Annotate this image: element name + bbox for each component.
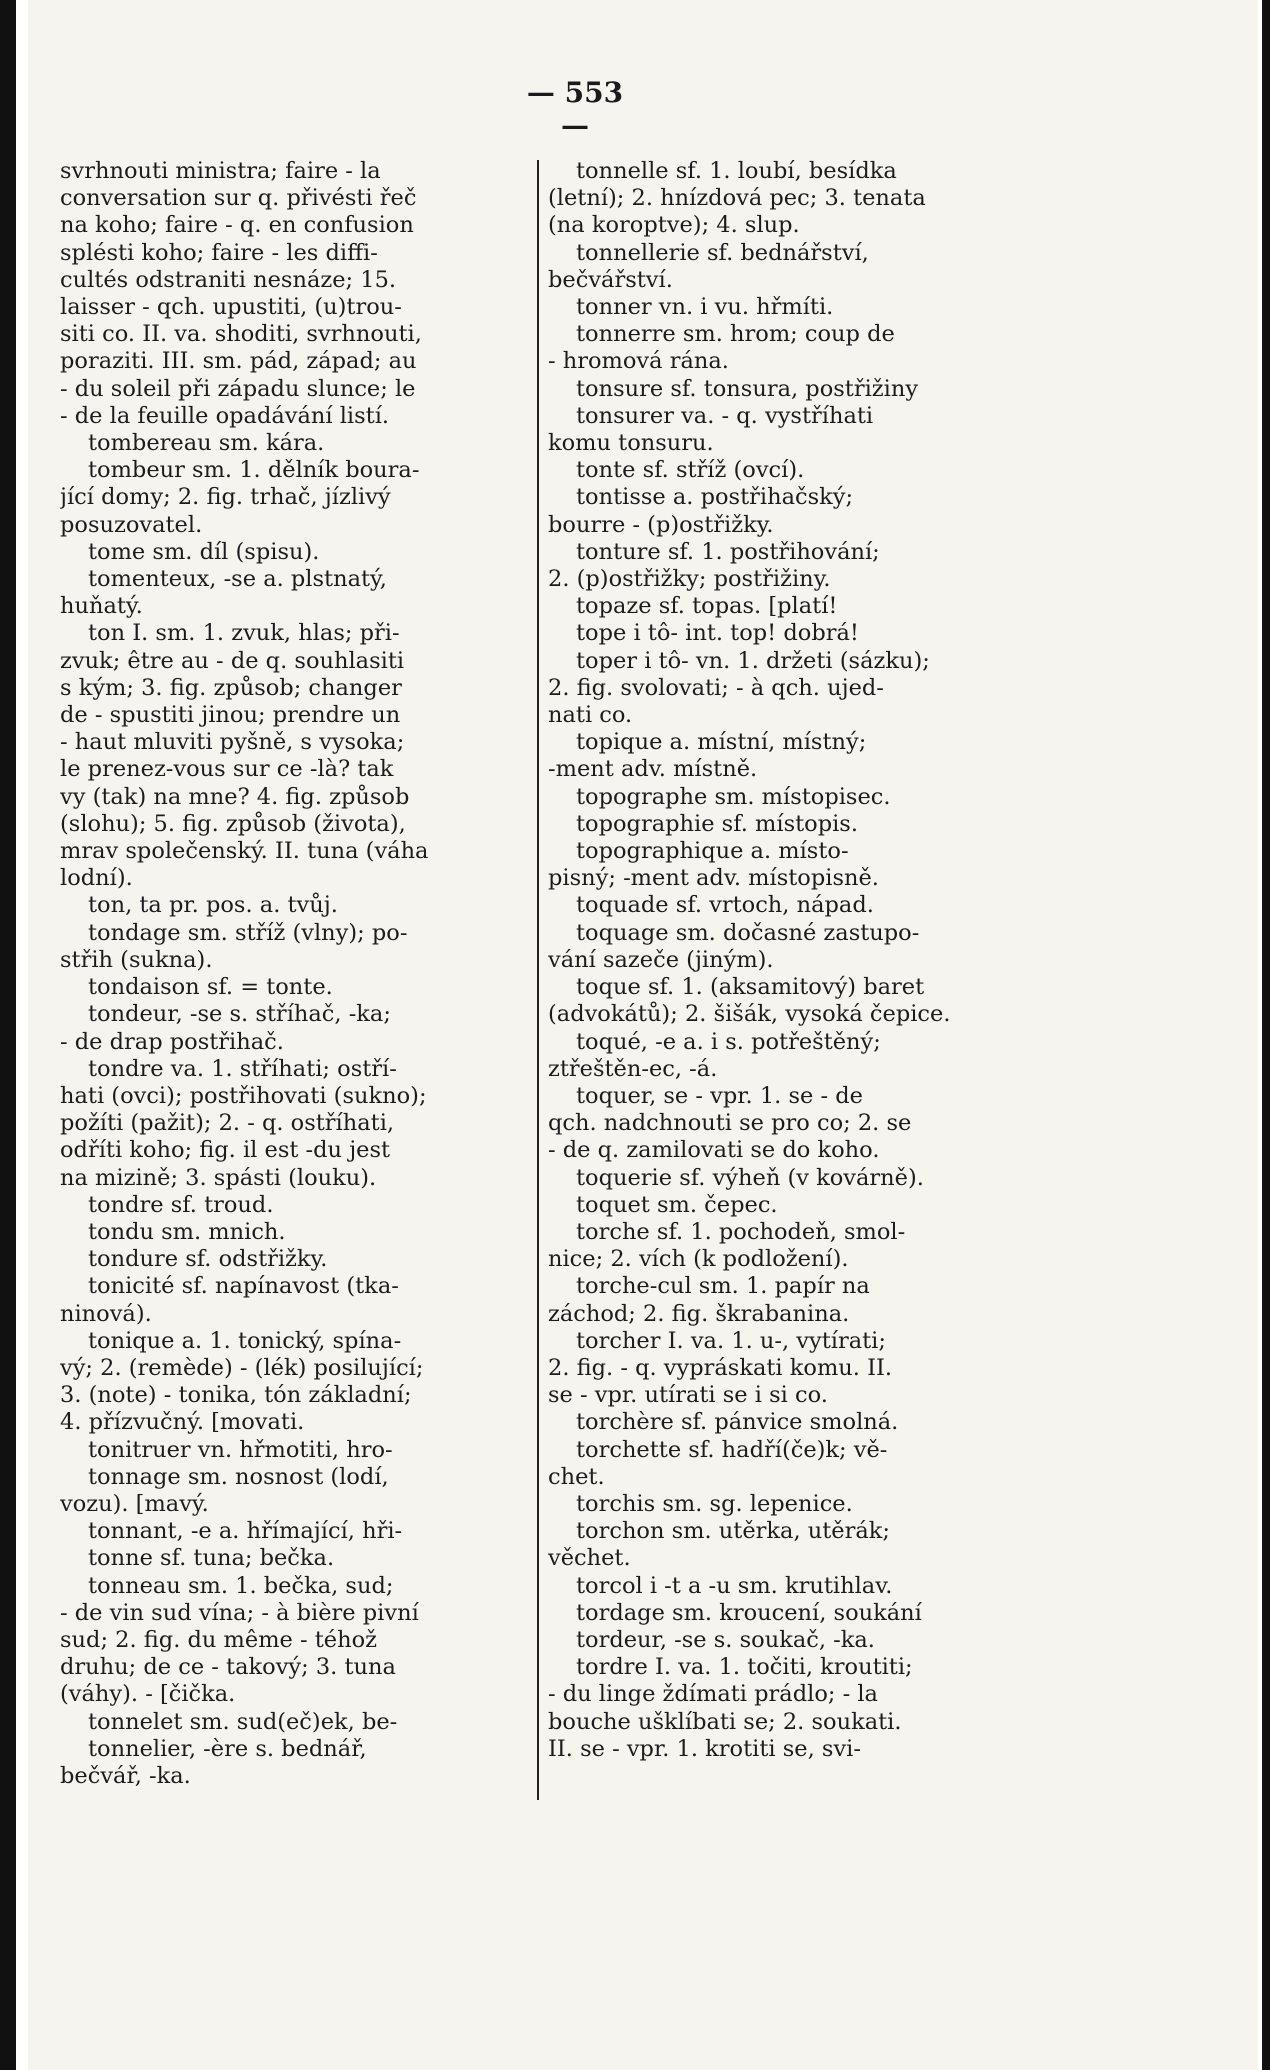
left-column-line: conversation sur q. přivésti řeč <box>60 185 417 212</box>
right-column-line: bouche ušklíbati se; 2. soukati. <box>548 1708 902 1735</box>
right-column-line: topaze sf. topas. [platí! <box>576 593 838 620</box>
left-column-line: vý; 2. (remède) - (lék) posilující; <box>60 1354 424 1381</box>
right-column-line: 2. fig. - q. vypráskati komu. II. <box>548 1354 893 1381</box>
left-column-line: tondre va. 1. stříhati; ostří- <box>88 1055 397 1082</box>
left-column-line: lodní). <box>60 865 133 892</box>
left-column-line: huňatý. <box>60 593 143 620</box>
left-column-line: vozu). [mavý. <box>60 1490 209 1517</box>
scan-border-right <box>1262 0 1270 2070</box>
right-column-line: ztřeštěn-ec, -á. <box>548 1055 718 1082</box>
left-column-line: - haut mluviti pyšně, s vysoka; <box>60 729 405 756</box>
left-column-line: hati (ovci); postřihovati (sukno); <box>60 1082 427 1109</box>
left-column-line: svrhnouti ministra; faire - la <box>60 158 381 184</box>
left-column-line: tonnant, -e a. hřímající, hři- <box>88 1518 403 1545</box>
right-column-line: toquerie sf. výheň (v kovárně). <box>576 1164 924 1191</box>
left-column-line: tondeur, -se s. stříhač, -ka; <box>88 1001 391 1028</box>
right-column-line: topographe sm. místopisec. <box>576 783 891 810</box>
left-column <box>60 158 530 1790</box>
right-column-line: tonnelle sf. 1. loubí, besídka <box>576 158 897 184</box>
right-column-line: tonnellerie sf. bednářství, <box>576 239 869 266</box>
left-column-line: zvuk; être au - de q. souhlasiti <box>60 647 405 674</box>
right-column-line: tope i tô- int. top! dobrá! <box>576 620 859 647</box>
left-column-line: laisser - qch. upustiti, (u)trou- <box>60 294 402 321</box>
left-column-line: - de la feuille opadávání listí. <box>60 402 390 429</box>
right-column-line: nice; 2. vích (k podložení). <box>548 1246 849 1273</box>
right-column-line: tordre I. va. 1. točiti, kroutiti; <box>576 1654 913 1681</box>
right-column-line: tordage sm. kroucení, soukání <box>576 1599 922 1626</box>
right-column-line: topographie sf. místopis. <box>576 810 859 837</box>
right-column-line: - hromová rána. <box>548 348 729 375</box>
right-column-line: tontisse a. postřihačský; <box>576 484 854 511</box>
right-column-line: tordeur, -se s. soukač, -ka. <box>576 1626 875 1653</box>
right-column-line: toque sf. 1. (aksamitový) baret <box>576 974 925 1001</box>
left-column-line: ninová). <box>60 1300 152 1327</box>
right-column <box>548 158 1018 1763</box>
right-column-line: torcher I. va. 1. u-, vytírati; <box>576 1327 886 1354</box>
right-column-line: 2. (p)ostřižky; postřižiny. <box>548 566 831 593</box>
left-column-line: na koho; faire - q. en confusion <box>60 212 414 239</box>
right-column-line: pisný; -ment adv. místopisně. <box>548 865 879 892</box>
right-column-line: - du linge ždímati prádlo; - la <box>548 1681 878 1708</box>
right-column-line: topique a. místní, místný; <box>576 729 867 756</box>
right-column-line: toquer, se - vpr. 1. se - de <box>576 1082 863 1109</box>
right-column-line: toqué, -e a. i s. potřeštěný; <box>576 1028 881 1055</box>
right-column-line: qch. nadchnouti se pro co; 2. se <box>548 1110 912 1137</box>
right-column-line: toquade sf. vrtoch, nápad. <box>576 892 874 919</box>
left-column-line: jící domy; 2. fig. trhač, jízlivý <box>60 484 391 511</box>
left-column-line: tonnelier, -ère s. bednář, <box>88 1735 367 1762</box>
right-column-line: záchod; 2. fig. škrabanina. <box>548 1300 850 1327</box>
right-column-line: se - vpr. utírati se i si co. <box>548 1382 828 1409</box>
left-column-line: tonne sf. tuna; bečka. <box>88 1545 335 1572</box>
right-column-line: toper i tô- vn. 1. držeti (sázku); <box>576 647 930 674</box>
left-column-line: tome sm. díl (spisu). <box>88 538 320 565</box>
page-number: — 553 — <box>526 76 624 142</box>
right-column-line: (na koroptve); 4. slup. <box>548 212 800 239</box>
left-column-line: cultés odstraniti nesnáze; 15. <box>60 266 397 293</box>
scan-border-left <box>0 0 16 2070</box>
left-column-line: s kým; 3. fig. způsob; changer <box>60 674 402 701</box>
left-column-line: posuzovatel. <box>60 511 203 538</box>
right-column-line: 2. fig. svolovati; - à qch. ujed- <box>548 674 884 701</box>
left-column-line: le prenez-vous sur ce -là? tak <box>60 756 394 783</box>
right-column-line: nati co. <box>548 702 633 729</box>
left-column-line: tondu sm. mnich. <box>88 1218 286 1245</box>
left-column-line: tonnage sm. nosnost (lodí, <box>88 1463 389 1490</box>
right-column-line: (advokátů); 2. šišák, vysoká čepice. <box>548 1001 951 1028</box>
left-column-line: 4. přízvučný. [movati. <box>60 1409 305 1436</box>
right-column-line: komu tonsuru. <box>548 430 714 457</box>
right-column-line: topographique a. místo- <box>576 838 849 865</box>
left-column-line: (váhy). - [čička. <box>60 1681 236 1708</box>
left-column-line: sud; 2. fig. du même - téhož <box>60 1626 378 1653</box>
left-column-line: druhu; de ce - takový; 3. tuna <box>60 1654 396 1681</box>
left-column-line: tonicité sf. napínavost (tka- <box>88 1273 399 1300</box>
left-column-line: (slohu); 5. fig. způsob (života), <box>60 810 406 837</box>
left-column-line: tondaison sf. = tonte. <box>88 974 333 1001</box>
left-column-line: tondure sf. odstřižky. <box>88 1246 328 1273</box>
left-column-line: ton, ta pr. pos. a. tvůj. <box>88 892 338 919</box>
right-column-line: chet. <box>548 1463 605 1490</box>
right-column-line: tonner vn. i vu. hřmíti. <box>576 294 834 321</box>
right-column-line: tonsurer va. - q. vystříhati <box>576 402 874 429</box>
left-column-line: tombereau sm. kára. <box>88 430 325 457</box>
left-column-line: tonitruer vn. hřmotiti, hro- <box>88 1436 393 1463</box>
right-column-line: toquage sm. dočasné zastupo- <box>576 919 920 946</box>
left-column-line: odříti koho; fig. il est -du jest <box>60 1137 391 1164</box>
right-column-line: torchère sf. pánvice smolná. <box>576 1409 899 1436</box>
right-column-line: -ment adv. místně. <box>548 756 758 783</box>
right-column-line: vání sazeče (jiným). <box>548 946 774 973</box>
left-column-line: ton I. sm. 1. zvuk, hlas; při- <box>88 620 400 647</box>
left-column-line: - de drap postřihač. <box>60 1028 284 1055</box>
right-column-line: torchis sm. sg. lepenice. <box>576 1490 853 1517</box>
column-divider <box>537 160 539 1800</box>
right-column-line: - de q. zamilovati se do koho. <box>548 1137 880 1164</box>
left-column-line: vy (tak) na mne? 4. fig. způsob <box>60 783 410 810</box>
left-column-line: tombeur sm. 1. dělník boura- <box>88 457 420 484</box>
right-column-line: (letní); 2. hnízdová pec; 3. tenata <box>548 185 926 212</box>
right-column-line: torche sf. 1. pochodeň, smol- <box>576 1218 906 1245</box>
left-column-line: tonnelet sm. sud(eč)ek, be- <box>88 1708 398 1735</box>
left-column-line: - du soleil při západu slunce; le <box>60 375 416 402</box>
left-column-line: poraziti. III. sm. pád, západ; au <box>60 348 417 375</box>
right-column-line: tonte sf. stříž (ovcí). <box>576 457 805 484</box>
left-column-line: tonneau sm. 1. bečka, sud; <box>88 1572 394 1599</box>
left-column-line: - de vin sud vína; - à bière pivní <box>60 1599 419 1626</box>
left-column-line: tonique a. 1. tonický, spína- <box>88 1327 402 1354</box>
right-column-line: věchet. <box>548 1545 631 1572</box>
left-column-line: bečvář, -ka. <box>60 1762 191 1789</box>
left-column-line: de - spustiti jinou; prendre un <box>60 702 401 729</box>
right-column-line: toquet sm. čepec. <box>576 1191 778 1218</box>
right-column-line: tonnerre sm. hrom; coup de <box>576 321 895 348</box>
left-column-line: tomenteux, -se a. plstnatý, <box>88 566 387 593</box>
right-column-line: bečvářství. <box>548 266 673 293</box>
right-column-line: tonture sf. 1. postřihování; <box>576 538 880 565</box>
left-column-line: na mizině; 3. spásti (louku). <box>60 1164 377 1191</box>
right-column-line: torchon sm. utěrka, utěrák; <box>576 1518 891 1545</box>
left-column-line: splésti koho; faire - les diffi- <box>60 239 378 266</box>
right-column-line: bourre - (p)ostřižky. <box>548 511 774 538</box>
right-column-line: II. se - vpr. 1. krotiti se, svi- <box>548 1735 861 1762</box>
left-column-line: mrav společenský. II. tuna (váha <box>60 838 429 865</box>
left-column-line: 3. (note) - tonika, tón základní; <box>60 1382 412 1409</box>
left-column-line: tondage sm. stříž (vlny); po- <box>88 919 408 946</box>
right-column-line: torcol i -t a -u sm. krutihlav. <box>576 1572 893 1599</box>
right-column-line: tonsure sf. tonsura, postřižiny <box>576 375 919 402</box>
left-column-line: siti co. II. va. shoditi, svrhnouti, <box>60 321 422 348</box>
left-column-line: střih (sukna). <box>60 946 213 973</box>
left-column-line: požíti (pažit); 2. - q. ostříhati, <box>60 1110 395 1137</box>
left-column-line: tondre sf. troud. <box>88 1191 274 1218</box>
right-column-line: torche-cul sm. 1. papír na <box>576 1273 870 1300</box>
right-column-line: torchette sf. hadří(če)k; vě- <box>576 1436 888 1463</box>
